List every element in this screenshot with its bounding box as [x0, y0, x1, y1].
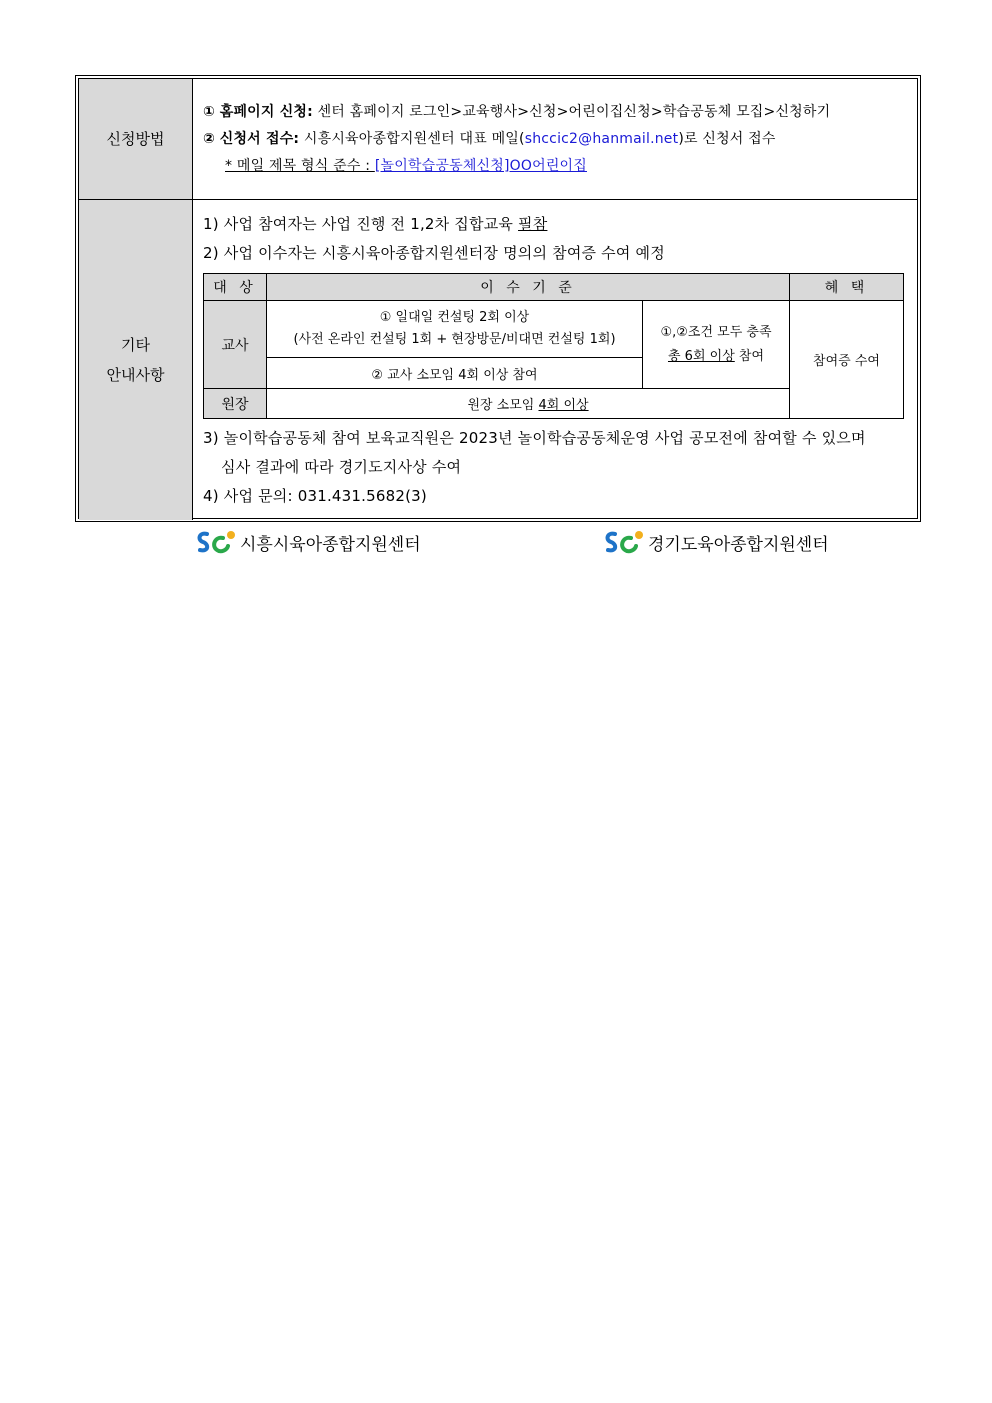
method-line-subject [203, 153, 917, 180]
method-line2-text-a: 시흥시육아종합지원센터 대표 메일( [299, 131, 525, 147]
header-benefit: 혜 택 [790, 274, 904, 301]
subject-prefix: * 메일 제목 형식 준수 : [225, 158, 375, 174]
method-line2-text-b: )로 신청서 접수 [678, 131, 776, 147]
teacher-criteria-1 [267, 301, 643, 358]
teacher-crit1-line1: ① 일대일 컨설팅 2회 이상 [379, 310, 530, 325]
item1-text: 1) 사업 참여자는 사업 진행 전 1,2차 집합교육 [203, 215, 519, 233]
other-item-4: 4) 사업 문의: 031.431.5682(3) [203, 487, 427, 505]
footer-left-org [195, 528, 421, 556]
method-line1-text: 센터 홈페이지 로그인>교육행사>신청>어린이집신청>학습공동체 모집>신청하기 [312, 104, 831, 120]
other-label-line1: 기타 [121, 336, 150, 354]
teacher-crit1-line2: (사전 온라인 컨설팅 1회 + 현장방문/비대면 컨설팅 1회) [293, 332, 616, 347]
info-table [75, 75, 921, 522]
subject-format-link[interactable]: [놀이학습공동체신청]OO어린이집 [374, 158, 587, 174]
email-link[interactable]: shccic2@hanmail.net [524, 131, 679, 147]
teacher-combined-condition [643, 301, 790, 389]
director-criteria [267, 389, 790, 419]
other-item-1 [203, 210, 917, 239]
combined-underline: 총 6회 이상 [667, 348, 735, 364]
combined-line2 [643, 345, 789, 369]
childcare-center-logo-icon [603, 528, 645, 556]
director-crit-prefix: 원장 소모임 [467, 398, 539, 413]
teacher-row-1 [204, 301, 904, 358]
footer-right-org [603, 528, 829, 556]
childcare-center-logo-icon [195, 528, 237, 556]
other-label-cell [79, 200, 193, 520]
method-line2-bold: 신청서 접수: [219, 131, 300, 147]
header-criteria: 이 수 기 준 [267, 274, 790, 301]
header-target: 대 상 [204, 274, 267, 301]
method-label: 신청방법 [106, 130, 165, 148]
criteria-table [203, 273, 904, 419]
benefit-cell: 참여증 수여 [790, 301, 904, 419]
other-item-3-line1: 3) 놀이학습공동체 참여 보육교직원은 2023년 놀이학습공동체운영 사업 공모전에 참여할 수 있으며 [203, 429, 866, 447]
other-content-cell [193, 200, 917, 520]
other-item-2: 2) 사업 이수자는 시흥시육아종합지원센터장 명의의 참여증 수여 예정 [203, 244, 665, 262]
other-item-3-line2: 심사 결과에 따라 경기도지사상 수여 [221, 458, 462, 476]
footer-right-org-name: 경기도육아종합지원센터 [648, 534, 829, 555]
criteria-header-row [204, 274, 904, 301]
method-line1-num: ① [203, 104, 216, 120]
director-crit-underline: 4회 이상 [538, 398, 589, 413]
footer-left-org-name: 시흥시육아종합지원센터 [240, 534, 421, 555]
item1-underline: 필참 [518, 215, 548, 233]
other-label-line2: 안내사항 [106, 366, 165, 384]
info-table-inner [78, 78, 918, 519]
method-content-cell [193, 79, 917, 200]
combined-line1: ①,②조건 모두 충족 [660, 324, 772, 340]
method-label-cell [79, 79, 193, 200]
method-line-homepage [203, 99, 917, 126]
director-label: 원장 [204, 389, 267, 419]
combined-suffix: 참여 [734, 348, 765, 364]
method-line1-bold: 홈페이지 신청: [219, 104, 313, 120]
teacher-criteria-2: ② 교사 소모임 4회 이상 참여 [267, 358, 643, 389]
teacher-label: 교사 [204, 301, 267, 389]
other-items-after-table [203, 424, 866, 511]
method-line2-num: ② [203, 131, 216, 147]
method-line-email [203, 126, 917, 153]
